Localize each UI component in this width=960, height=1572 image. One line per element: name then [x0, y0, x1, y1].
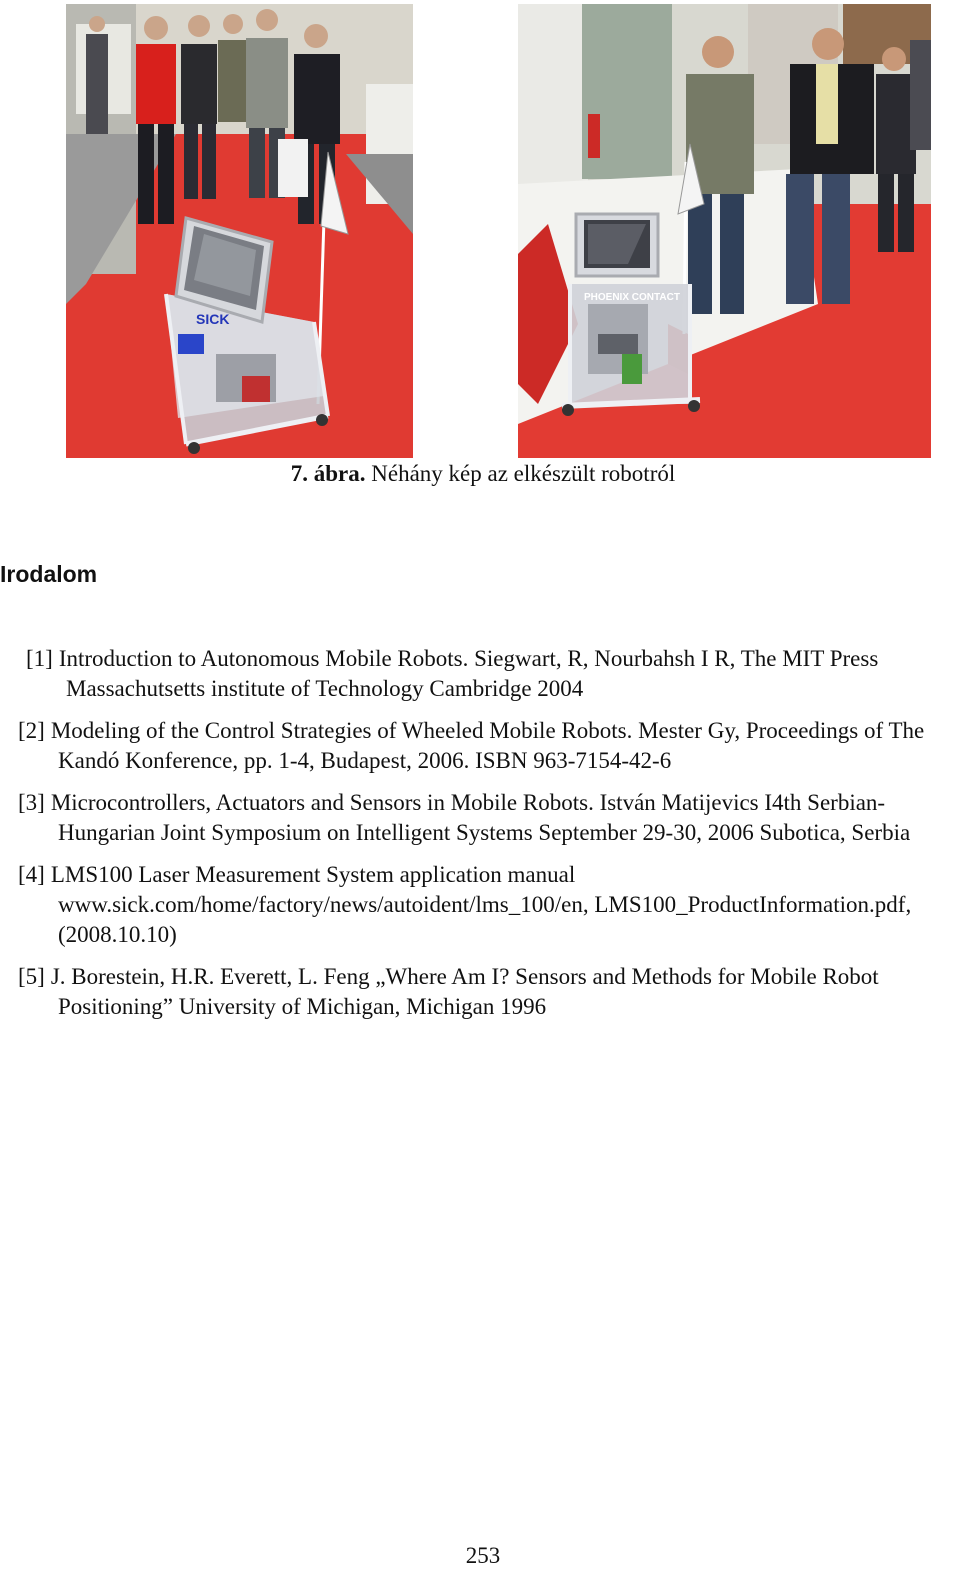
reference-text: J. Borestein, H.R. Everett, L. Feng „Where Am I? Sensors and Methods for Mobile Robot Positioning” University of Michigan, Michigan 1996: [50, 964, 879, 1019]
reference-text: Modeling of the Control Strategies of Wheeled Mobile Robots. Mester Gy, Proceedings of The Kandó Konference, pp. 1-4, Budapest, 2006. ISBN 963-7154-42-6: [50, 718, 925, 773]
reference-label: [4]: [18, 862, 45, 887]
figure-caption: [0, 458, 960, 490]
reference-label: [1]: [26, 646, 53, 671]
reference-label: [5]: [18, 964, 45, 989]
reference-text: Introduction to Autonomous Mobile Robots. Siegwart, R, Nourbahsh I R, The MIT Press Massachutsetts institute of Technology Cambridge 2004: [58, 646, 879, 701]
reference-text: Microcontrollers, Actuators and Sensors in Mobile Robots. István Matijevics I4th Serbian-Hungarian Joint Symposium on Intelligent Systems September 29-30, 2006 Subotica, Serbia: [50, 790, 911, 845]
figure-photo-left: [66, 4, 413, 458]
reference-item-2: [18, 716, 958, 776]
page-number: 253: [465, 1543, 501, 1568]
reference-item-4: [18, 860, 958, 950]
reference-label: [2]: [18, 718, 45, 743]
sign-text-right: PHOENIX CONTACT: [584, 292, 680, 303]
reference-item-3: [18, 788, 958, 848]
figure-photo-right: [518, 4, 931, 458]
reference-item-5: [18, 962, 958, 1022]
reference-text: LMS100 Laser Measurement System application manual www.sick.com/home/factory/news/autoident/lms_100/en, LMS100_ProductInformation.pdf, (2008.10.10): [50, 862, 912, 947]
figure-number: 7. ábra.: [290, 461, 366, 486]
robot-exhibition-photo-right: [518, 4, 931, 458]
reference-list: [18, 644, 958, 1034]
robot-exhibition-photo-left: [66, 4, 413, 458]
figure-caption-text: Néhány kép az elkészült robotról: [371, 461, 676, 486]
reference-item-1: [26, 644, 958, 704]
reference-label: [3]: [18, 790, 45, 815]
section-heading: Irodalom: [0, 561, 98, 587]
sign-text-left: SICK: [196, 311, 230, 327]
